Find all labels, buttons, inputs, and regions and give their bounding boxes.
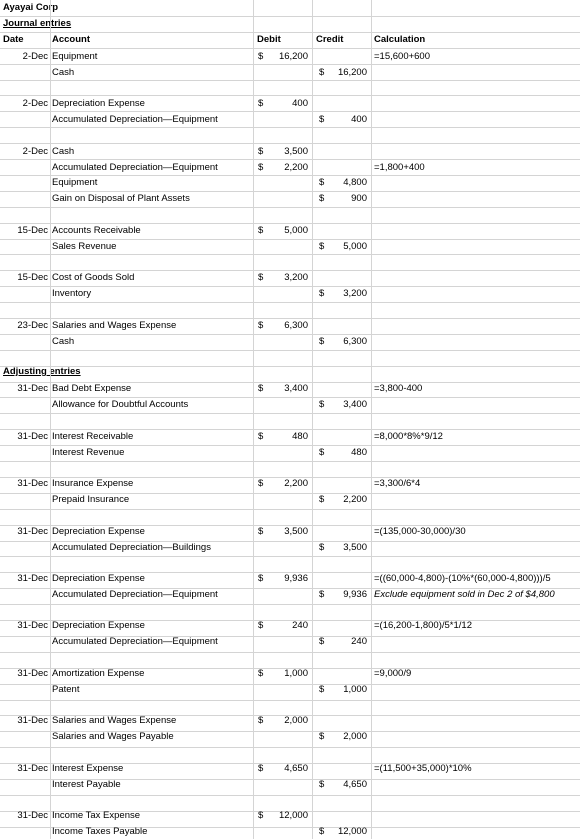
debit-amount: 400 xyxy=(292,98,308,109)
account-name: Depreciation Expense xyxy=(52,98,145,109)
account-name: Income Tax Expense xyxy=(52,810,141,821)
account-name: Cost of Goods Sold xyxy=(52,272,135,283)
account-name: Amortization Expense xyxy=(52,668,145,679)
debit-amount: 2,200 xyxy=(284,161,308,173)
debit-currency-symbol: $ xyxy=(258,715,264,726)
credit-currency-symbol: $ xyxy=(319,683,325,695)
account-name: Accumulated Depreciation—Buildings xyxy=(52,541,211,553)
account-name: Cash xyxy=(52,146,75,157)
grid-row-line xyxy=(0,127,580,128)
credit-amount: 12,000 xyxy=(337,825,367,837)
credit-currency-symbol: $ xyxy=(319,446,325,458)
entry-date: 31-Dec xyxy=(17,763,48,774)
credit-currency-symbol: $ xyxy=(319,730,325,742)
account-name: Salaries and Wages Expense xyxy=(52,715,177,726)
calculation-note: =15,600+600 xyxy=(374,51,431,62)
grid-row-line xyxy=(0,461,580,462)
account-name: Interest Expense xyxy=(52,763,124,774)
account-name: Bad Debt Expense xyxy=(52,383,132,394)
debit-currency-symbol: $ xyxy=(258,573,264,584)
credit-currency-symbol: $ xyxy=(319,66,325,78)
debit-currency-symbol: $ xyxy=(258,478,264,489)
account-name: Equipment xyxy=(52,177,98,189)
debit-currency-symbol: $ xyxy=(258,320,264,331)
grid-row-line xyxy=(0,207,580,208)
account-name: Insurance Expense xyxy=(52,478,134,489)
entry-date: 15-Dec xyxy=(17,272,48,283)
debit-currency-symbol: $ xyxy=(258,225,264,236)
account-name: Income Taxes Payable xyxy=(52,825,148,837)
grid-row-line xyxy=(0,175,580,176)
account-name: Equipment xyxy=(52,51,98,62)
credit-amount: 480 xyxy=(351,446,367,458)
grid-row-line xyxy=(0,95,580,96)
credit-currency-symbol: $ xyxy=(319,240,325,252)
debit-currency-symbol: $ xyxy=(258,431,264,442)
grid-row-line xyxy=(0,334,580,335)
debit-currency-symbol: $ xyxy=(258,51,264,62)
credit-amount: 16,200 xyxy=(337,66,367,78)
grid-row-line xyxy=(0,509,580,510)
debit-amount: 4,650 xyxy=(284,763,308,774)
credit-currency-symbol: $ xyxy=(319,541,325,553)
credit-amount: 1,000 xyxy=(343,683,367,695)
grid-row-line xyxy=(0,270,580,271)
grid-row-line xyxy=(0,366,580,367)
credit-currency-symbol: $ xyxy=(319,113,325,125)
grid-column-line xyxy=(312,0,313,839)
account-name: Interest Payable xyxy=(52,778,121,790)
credit-amount: 240 xyxy=(351,635,367,647)
header-date: Date xyxy=(3,34,24,45)
entry-date: 31-Dec xyxy=(17,383,48,394)
debit-amount: 2,000 xyxy=(284,715,308,726)
grid-column-line xyxy=(253,0,254,839)
account-name: Accumulated Depreciation—Equipment xyxy=(52,113,218,125)
calculation-note: =((60,000-4,800)-(10%*(60,000-4,800)))/5 xyxy=(374,573,551,584)
debit-amount: 12,000 xyxy=(278,810,308,821)
credit-currency-symbol: $ xyxy=(319,398,325,410)
account-name: Depreciation Expense xyxy=(52,526,145,537)
account-name: Cash xyxy=(52,335,75,347)
debit-amount: 3,400 xyxy=(284,383,308,394)
grid-row-line xyxy=(0,32,580,33)
entry-date: 2-Dec xyxy=(22,98,48,109)
grid-row-line xyxy=(0,64,580,65)
account-name: Inventory xyxy=(52,287,92,299)
grid-row-line xyxy=(0,80,580,81)
account-name: Patent xyxy=(52,683,80,695)
calculation-note: =8,000*8%*9/12 xyxy=(374,431,443,442)
grid-row-line xyxy=(0,604,580,605)
debit-currency-symbol: $ xyxy=(258,161,264,173)
calculation-note: Exclude equipment sold in Dec 2 of $4,800 xyxy=(374,588,555,600)
debit-amount: 1,000 xyxy=(284,668,308,679)
grid-row-line xyxy=(0,254,580,255)
calculation-note: =3,300/6*4 xyxy=(374,478,421,489)
debit-amount: 9,936 xyxy=(284,573,308,584)
debit-currency-symbol: $ xyxy=(258,272,264,283)
account-name: Prepaid Insurance xyxy=(52,493,130,505)
entry-date: 31-Dec xyxy=(17,573,48,584)
header-account: Account xyxy=(52,34,90,45)
account-name: Accounts Receivable xyxy=(52,225,141,236)
grid-row-line xyxy=(0,159,580,160)
account-name: Salaries and Wages Payable xyxy=(52,730,174,742)
account-name: Depreciation Expense xyxy=(52,620,145,631)
credit-currency-symbol: $ xyxy=(319,493,325,505)
entry-date: 15-Dec xyxy=(17,225,48,236)
credit-currency-symbol: $ xyxy=(319,635,325,647)
credit-currency-symbol: $ xyxy=(319,287,325,299)
credit-amount: 6,300 xyxy=(343,335,367,347)
grid-row-line xyxy=(0,413,580,414)
entry-date: 31-Dec xyxy=(17,478,48,489)
credit-amount: 400 xyxy=(351,113,367,125)
account-name: Interest Receivable xyxy=(52,431,134,442)
account-name: Accumulated Depreciation—Equipment xyxy=(52,635,218,647)
journal-entries-title: Journal entries xyxy=(3,18,72,29)
credit-amount: 5,000 xyxy=(343,240,367,252)
header-calculation: Calculation xyxy=(374,34,426,45)
credit-amount: 2,200 xyxy=(343,493,367,505)
entry-date: 23-Dec xyxy=(17,320,48,331)
grid-column-line xyxy=(371,0,372,839)
account-name: Sales Revenue xyxy=(52,240,117,252)
debit-amount: 3,500 xyxy=(284,526,308,537)
debit-amount: 240 xyxy=(292,620,308,631)
entry-date: 31-Dec xyxy=(17,431,48,442)
grid-row-line xyxy=(0,684,580,685)
credit-currency-symbol: $ xyxy=(319,192,325,204)
calculation-note: =9,000/9 xyxy=(374,668,412,679)
grid-column-line xyxy=(50,0,51,839)
grid-row-line xyxy=(0,747,580,748)
account-name: Cash xyxy=(52,66,75,78)
calculation-note: =(11,500+35,000)*10% xyxy=(374,763,472,774)
debit-currency-symbol: $ xyxy=(258,383,264,394)
company-name: Ayayai Corp xyxy=(3,2,59,13)
grid-row-line xyxy=(0,143,580,144)
account-name: Salaries and Wages Expense xyxy=(52,320,177,331)
entry-date: 31-Dec xyxy=(17,668,48,679)
account-name: Accumulated Depreciation—Equipment xyxy=(52,588,218,600)
grid-row-line xyxy=(0,48,580,49)
entry-date: 31-Dec xyxy=(17,715,48,726)
debit-currency-symbol: $ xyxy=(258,98,264,109)
grid-row-line xyxy=(0,302,580,303)
debit-amount: 3,200 xyxy=(284,272,308,283)
adjusting-entries-title: Adjusting entries xyxy=(3,366,81,377)
debit-amount: 2,200 xyxy=(284,478,308,489)
grid-row-line xyxy=(0,700,580,701)
account-name: Allowance for Doubtful Accounts xyxy=(52,398,189,410)
credit-currency-symbol: $ xyxy=(319,825,325,837)
credit-amount: 3,500 xyxy=(343,541,367,553)
credit-amount: 9,936 xyxy=(343,588,367,600)
credit-amount: 3,200 xyxy=(343,287,367,299)
debit-currency-symbol: $ xyxy=(258,810,264,821)
header-debit: Debit xyxy=(257,34,281,45)
debit-amount: 3,500 xyxy=(284,146,308,157)
entry-date: 31-Dec xyxy=(17,620,48,631)
grid-row-line xyxy=(0,350,580,351)
debit-currency-symbol: $ xyxy=(258,146,264,157)
grid-row-line xyxy=(0,111,580,112)
debit-amount: 6,300 xyxy=(284,320,308,331)
calculation-note: =3,800-400 xyxy=(374,383,423,394)
grid-row-line xyxy=(0,429,580,430)
debit-amount: 16,200 xyxy=(278,51,308,62)
header-credit: Credit xyxy=(316,34,344,45)
calculation-note: =(16,200-1,800)/5*1/12 xyxy=(374,620,472,631)
credit-currency-symbol: $ xyxy=(319,588,325,600)
calculation-note: =1,800+400 xyxy=(374,161,425,173)
debit-amount: 480 xyxy=(292,431,308,442)
credit-currency-symbol: $ xyxy=(319,177,325,189)
grid-row-line xyxy=(0,223,580,224)
credit-amount: 4,650 xyxy=(343,778,367,790)
account-name: Interest Revenue xyxy=(52,446,125,458)
calculation-note: =(135,000-30,000)/30 xyxy=(374,526,466,537)
grid-row-line xyxy=(0,16,580,17)
credit-amount: 3,400 xyxy=(343,398,367,410)
debit-currency-symbol: $ xyxy=(258,620,264,631)
debit-amount: 5,000 xyxy=(284,225,308,236)
grid-row-line xyxy=(0,318,580,319)
entry-date: 31-Dec xyxy=(17,810,48,821)
credit-amount: 4,800 xyxy=(343,177,367,189)
credit-amount: 2,000 xyxy=(343,730,367,742)
credit-currency-symbol: $ xyxy=(319,335,325,347)
debit-currency-symbol: $ xyxy=(258,526,264,537)
account-name: Depreciation Expense xyxy=(52,573,145,584)
entry-date: 31-Dec xyxy=(17,526,48,537)
entry-date: 2-Dec xyxy=(22,51,48,62)
entry-date: 2-Dec xyxy=(22,146,48,157)
credit-amount: 900 xyxy=(351,192,367,204)
credit-currency-symbol: $ xyxy=(319,778,325,790)
debit-currency-symbol: $ xyxy=(258,668,264,679)
account-name: Accumulated Depreciation—Equipment xyxy=(52,161,218,173)
grid-row-line xyxy=(0,556,580,557)
account-name: Gain on Disposal of Plant Assets xyxy=(52,192,190,204)
grid-row-line xyxy=(0,652,580,653)
debit-currency-symbol: $ xyxy=(258,763,264,774)
grid-row-line xyxy=(0,795,580,796)
